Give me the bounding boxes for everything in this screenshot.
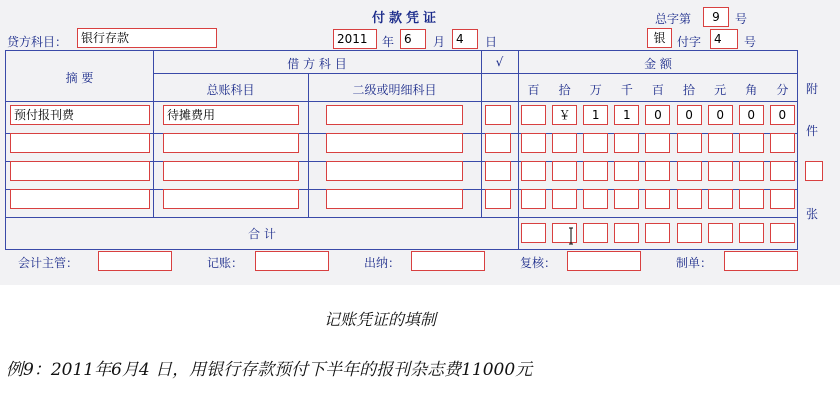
amount-digit-field[interactable]: [521, 105, 546, 125]
amount-digit-field[interactable]: [739, 133, 764, 153]
general-ledger-field[interactable]: [163, 133, 299, 153]
month-field[interactable]: 6: [400, 29, 426, 49]
attachment-label-jian: 件: [806, 124, 819, 138]
hao-label-1: 号: [735, 12, 748, 26]
check-field[interactable]: [485, 133, 511, 153]
amount-digit-field[interactable]: 0: [645, 105, 670, 125]
detail-account-field[interactable]: [326, 161, 463, 181]
attachment-label-fu: 附: [806, 82, 819, 96]
amount-digit-field[interactable]: [645, 133, 670, 153]
detail-account-header: 二级或明细科目: [352, 83, 437, 97]
total-digit-field[interactable]: [770, 223, 795, 243]
digit-header: 百: [527, 83, 540, 97]
amount-digit-field[interactable]: [645, 189, 670, 209]
amount-digit-field[interactable]: [770, 133, 795, 153]
attachment-label-zhang: 张: [806, 207, 819, 221]
entry-table: [5, 50, 798, 250]
amount-digit-field[interactable]: [521, 189, 546, 209]
check-field[interactable]: [485, 189, 511, 209]
amount-digit-field[interactable]: [739, 161, 764, 181]
detail-account-field[interactable]: [326, 105, 463, 125]
credit-account-field[interactable]: 银行存款: [77, 28, 217, 48]
header-split-line: [153, 73, 518, 74]
check-field[interactable]: [485, 105, 511, 125]
amount-digit-field[interactable]: 1: [583, 105, 608, 125]
bank-char-field[interactable]: 银: [647, 28, 672, 48]
total-digit-field[interactable]: [677, 223, 702, 243]
reviewer-label: 复核：: [520, 256, 557, 270]
digit-header: 千: [620, 83, 633, 97]
amount-digit-field[interactable]: [770, 189, 795, 209]
total-number-field[interactable]: 9: [703, 7, 729, 27]
col-line-summary: [153, 51, 154, 217]
check-header: √: [495, 55, 504, 69]
amount-digit-field[interactable]: [708, 189, 733, 209]
amount-digit-field[interactable]: 1: [614, 105, 639, 125]
amount-digit-field[interactable]: [583, 161, 608, 181]
hao-label-2: 号: [744, 35, 757, 49]
bookkeeper-label: 记账：: [207, 256, 244, 270]
digit-header: 元: [714, 83, 727, 97]
voucher-title: 付款凭证: [372, 11, 441, 26]
summary-field[interactable]: 预付报刊费: [10, 105, 150, 125]
amount-digit-field[interactable]: [583, 133, 608, 153]
amount-split-line: [518, 73, 798, 74]
debit-account-header: 借 方 科 目: [287, 57, 347, 71]
summary-header: 摘 要: [65, 71, 94, 85]
amount-digit-field[interactable]: 0: [770, 105, 795, 125]
amount-digit-field[interactable]: [614, 161, 639, 181]
caption: 记账凭证的填制: [323, 310, 436, 329]
general-ledger-field[interactable]: [163, 161, 299, 181]
cashier-label: 出纳：: [364, 256, 401, 270]
amount-digit-field[interactable]: 0: [739, 105, 764, 125]
amount-digit-field[interactable]: ￥: [552, 105, 577, 125]
amount-digit-field[interactable]: [739, 189, 764, 209]
total-digit-field[interactable]: [521, 223, 546, 243]
amount-digit-field[interactable]: [521, 161, 546, 181]
amount-digit-field[interactable]: [552, 161, 577, 181]
total-digit-field[interactable]: [739, 223, 764, 243]
supervisor-field[interactable]: [98, 251, 172, 271]
total-digit-field[interactable]: [552, 223, 577, 243]
bookkeeper-field[interactable]: [255, 251, 329, 271]
digit-header: 拾: [683, 83, 696, 97]
digit-header: 万: [589, 83, 602, 97]
check-field[interactable]: [485, 161, 511, 181]
attachment-count-field[interactable]: [805, 161, 823, 181]
digit-header: 百: [651, 83, 664, 97]
total-digit-field[interactable]: [583, 223, 608, 243]
detail-account-field[interactable]: [326, 189, 463, 209]
amount-header: 金 额: [644, 57, 672, 71]
amount-digit-field[interactable]: [552, 133, 577, 153]
summary-field[interactable]: [10, 189, 150, 209]
general-ledger-field[interactable]: 待摊费用: [163, 105, 299, 125]
example-text: 例9：2011年6月4 日，用银行存款预付下半年的报刊杂志费11000元: [6, 360, 533, 380]
amount-digit-field[interactable]: [583, 189, 608, 209]
preparer-field[interactable]: [724, 251, 798, 271]
amount-digit-field[interactable]: 0: [677, 105, 702, 125]
amount-digit-field[interactable]: [677, 189, 702, 209]
preparer-label: 制单：: [676, 256, 713, 270]
total-digit-field[interactable]: [645, 223, 670, 243]
cashier-field[interactable]: [411, 251, 485, 271]
amount-digit-field[interactable]: [614, 189, 639, 209]
amount-digit-field[interactable]: [521, 133, 546, 153]
summary-field[interactable]: [10, 133, 150, 153]
amount-digit-field[interactable]: [552, 189, 577, 209]
credit-account-label: 贷方科目：: [7, 35, 68, 49]
year-label: 年: [382, 35, 395, 49]
amount-digit-field[interactable]: [614, 133, 639, 153]
total-digit-field[interactable]: [708, 223, 733, 243]
supervisor-label: 会计主管：: [18, 256, 79, 270]
amount-digit-field[interactable]: [677, 161, 702, 181]
fu-number-field[interactable]: 4: [710, 29, 738, 49]
fu-label: 付字: [677, 35, 702, 49]
total-label: 合 计: [248, 227, 276, 241]
amount-digit-field[interactable]: [645, 161, 670, 181]
amount-digit-field[interactable]: [708, 161, 733, 181]
digit-header: 拾: [558, 83, 571, 97]
digit-header: 角: [745, 83, 758, 97]
year-field[interactable]: 2011: [333, 29, 377, 49]
day-label: 日: [485, 35, 498, 49]
general-ledger-header: 总账科目: [206, 83, 255, 97]
amount-digit-field[interactable]: [708, 133, 733, 153]
general-ledger-field[interactable]: [163, 189, 299, 209]
text-cursor-icon: [569, 227, 573, 245]
reviewer-field[interactable]: [567, 251, 641, 271]
detail-account-field[interactable]: [326, 133, 463, 153]
day-field[interactable]: 4: [452, 29, 478, 49]
amount-digit-field[interactable]: 0: [708, 105, 733, 125]
summary-field[interactable]: [10, 161, 150, 181]
month-label: 月: [433, 35, 446, 49]
digit-header: 分: [776, 83, 789, 97]
row-line-4: [6, 217, 798, 218]
amount-digit-field[interactable]: [770, 161, 795, 181]
total-digit-field[interactable]: [614, 223, 639, 243]
total-number-label: 总字第: [655, 12, 692, 26]
col-line-detail: [481, 51, 482, 217]
amount-digit-field[interactable]: [677, 133, 702, 153]
header-bottom-line: [6, 101, 798, 102]
